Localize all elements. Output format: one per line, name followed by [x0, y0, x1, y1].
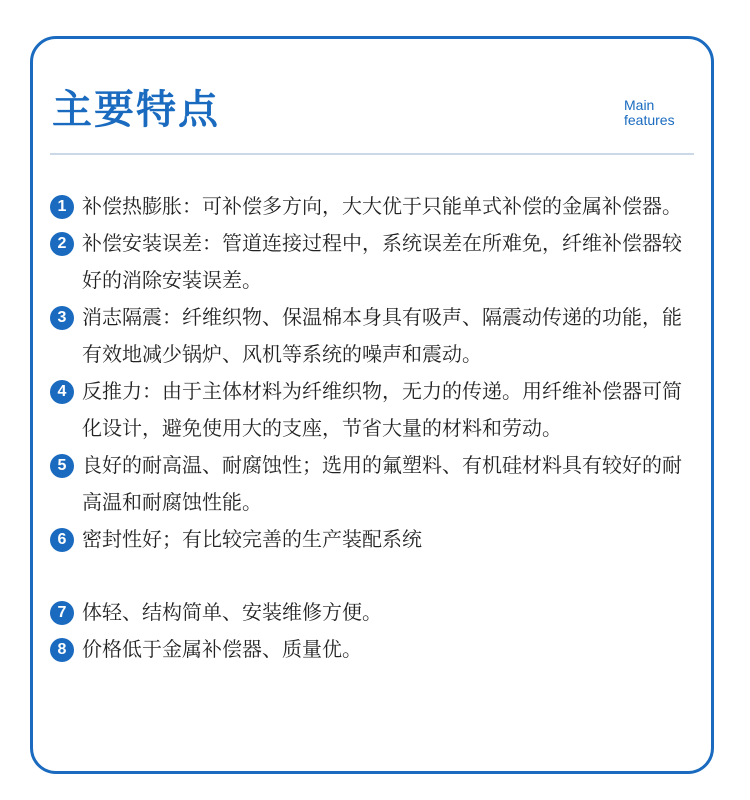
feature-text: 价格低于金属补偿器、质量优。 — [82, 637, 362, 661]
number-badge-icon: 3 — [50, 306, 74, 330]
feature-text: 密封性好；有比较完善的生产装配系统 — [82, 527, 422, 551]
feature-item-3 — [50, 299, 700, 373]
page-title: 主要特点 — [52, 87, 220, 133]
header-divider — [50, 153, 694, 155]
number-badge-icon: 1 — [50, 195, 74, 219]
feature-item-8 — [50, 631, 700, 668]
feature-item-5 — [50, 447, 700, 521]
feature-item-7 — [50, 594, 700, 631]
number-badge-icon: 7 — [50, 601, 74, 625]
number-badge-icon: 8 — [50, 638, 74, 662]
feature-item-1 — [50, 188, 700, 225]
feature-text: 补偿安装误差：管道连接过程中，系统误差在所难免，纤维补偿器较好的消除安装误差。 — [82, 231, 682, 292]
number-badge-icon: 4 — [50, 380, 74, 404]
subtitle-line-2: features — [624, 112, 675, 128]
number-badge-icon: 5 — [50, 454, 74, 478]
feature-text: 体轻、结构简单、安装维修方便。 — [82, 600, 382, 624]
subtitle-line-1: Main — [624, 97, 655, 113]
feature-item-4 — [50, 373, 700, 447]
features-list — [50, 188, 700, 668]
number-badge-icon: 2 — [50, 232, 74, 256]
feature-text: 反推力：由于主体材料为纤维织物，无力的传递。用纤维补偿器可简化设计，避免使用大的支座，节省大量的材料和劳动。 — [82, 379, 682, 440]
feature-text: 良好的耐高温、耐腐蚀性；选用的氟塑料、有机硅材料具有较好的耐高温和耐腐蚀性能。 — [82, 453, 682, 514]
number-badge-icon: 6 — [50, 528, 74, 552]
feature-text: 补偿热膨胀：可补偿多方向，大大优于只能单式补偿的金属补偿器。 — [82, 194, 682, 218]
feature-item-2 — [50, 225, 700, 299]
feature-item-6 — [50, 521, 700, 558]
feature-text: 消志隔震：纤维织物、保温棉本身具有吸声、隔震动传递的功能，能有效地减少锅炉、风机等系统的噪声和震动。 — [82, 305, 682, 366]
page-subtitle — [624, 98, 675, 128]
